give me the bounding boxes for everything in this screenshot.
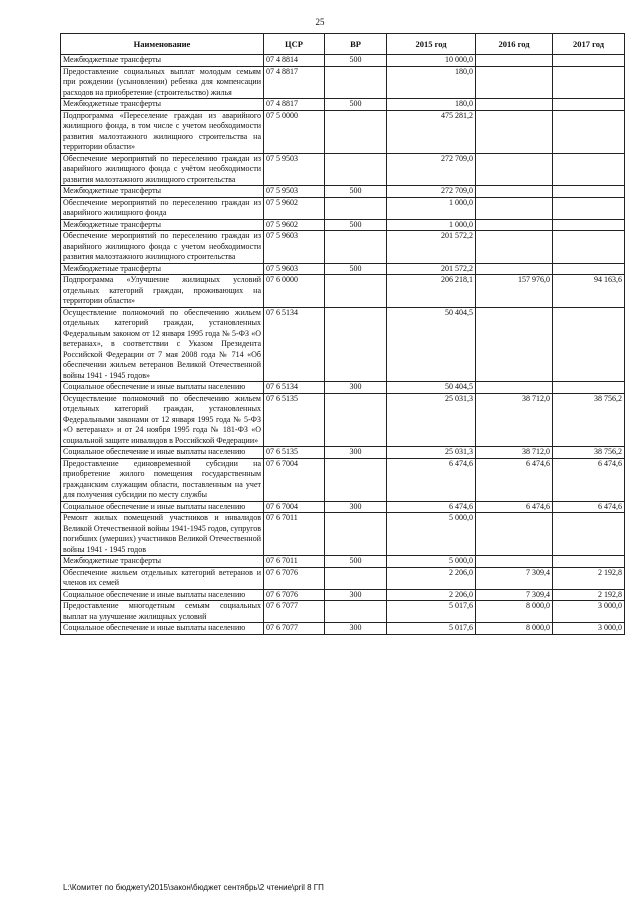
cell-y2015: 50 404,5 xyxy=(387,382,476,394)
cell-vr: 300 xyxy=(325,623,387,635)
cell-csr: 07 6 5135 xyxy=(264,393,325,447)
cell-name: Социальное обеспечение и иные выплаты населению xyxy=(61,589,264,601)
cell-y2017: 3 000,0 xyxy=(553,601,625,623)
cell-name: Межбюджетные трансферты xyxy=(61,186,264,198)
cell-vr: 500 xyxy=(325,186,387,198)
cell-vr xyxy=(325,307,387,382)
cell-vr: 500 xyxy=(325,556,387,568)
cell-name: Социальное обеспечение и иные выплаты населению xyxy=(61,623,264,635)
cell-csr: 07 5 9602 xyxy=(264,219,325,231)
cell-y2016 xyxy=(476,197,553,219)
cell-y2017 xyxy=(553,110,625,153)
cell-y2015: 6 474,6 xyxy=(387,501,476,513)
cell-y2017 xyxy=(553,197,625,219)
cell-y2016: 38 712,0 xyxy=(476,393,553,447)
cell-y2015: 10 000,0 xyxy=(387,55,476,67)
cell-name: Межбюджетные трансферты xyxy=(61,263,264,275)
table-row xyxy=(61,393,625,447)
cell-y2016: 6 474,6 xyxy=(476,501,553,513)
cell-csr: 07 6 7011 xyxy=(264,556,325,568)
cell-name: Межбюджетные трансферты xyxy=(61,99,264,111)
cell-vr xyxy=(325,393,387,447)
cell-name: Обеспечение мероприятий по переселению граждан из аварийного жилищного фонда с учетом необходимости развития малоэтажного жилищного строительства xyxy=(61,231,264,264)
cell-y2016 xyxy=(476,99,553,111)
cell-y2016: 7 309,4 xyxy=(476,589,553,601)
cell-y2017: 38 756,2 xyxy=(553,447,625,459)
cell-y2015: 180,0 xyxy=(387,66,476,99)
cell-y2017 xyxy=(553,153,625,186)
cell-vr xyxy=(325,197,387,219)
header-name: Наименование xyxy=(61,34,264,55)
cell-name: Предоставление многодетным семьям социальных выплат на улучшение жилищных условий xyxy=(61,601,264,623)
cell-y2016: 38 712,0 xyxy=(476,447,553,459)
cell-vr: 300 xyxy=(325,501,387,513)
cell-vr xyxy=(325,66,387,99)
cell-csr: 07 6 0000 xyxy=(264,275,325,308)
cell-y2016: 157 976,0 xyxy=(476,275,553,308)
cell-y2015: 2 206,0 xyxy=(387,567,476,589)
table-row xyxy=(61,567,625,589)
cell-y2015: 5 000,0 xyxy=(387,513,476,556)
cell-vr: 500 xyxy=(325,99,387,111)
table-row xyxy=(61,66,625,99)
cell-vr xyxy=(325,567,387,589)
cell-y2017: 6 474,6 xyxy=(553,501,625,513)
cell-name: Межбюджетные трансферты xyxy=(61,556,264,568)
cell-name: Ремонт жилых помещений участников и инвалидов Великой Отечественной войны 1941-1945 годов, супругов погибших (умерших) участников Великой Отечественной войны 1941 - 1945 годов xyxy=(61,513,264,556)
cell-y2016 xyxy=(476,219,553,231)
cell-y2015: 206 218,1 xyxy=(387,275,476,308)
cell-y2017: 6 474,6 xyxy=(553,458,625,501)
cell-csr: 07 6 7077 xyxy=(264,601,325,623)
cell-y2015: 1 000,0 xyxy=(387,197,476,219)
cell-y2017 xyxy=(553,66,625,99)
cell-y2016 xyxy=(476,66,553,99)
cell-y2017 xyxy=(553,263,625,275)
header-2016: 2016 год xyxy=(476,34,553,55)
cell-vr: 300 xyxy=(325,589,387,601)
cell-name: Подпрограмма «Улучшение жилищных условий отдельных категорий граждан, проживающих на территории области» xyxy=(61,275,264,308)
header-csr: ЦСР xyxy=(264,34,325,55)
cell-y2015: 1 000,0 xyxy=(387,219,476,231)
cell-y2017 xyxy=(553,307,625,382)
table-header-row xyxy=(61,34,625,55)
cell-csr: 07 5 9503 xyxy=(264,186,325,198)
table-row xyxy=(61,501,625,513)
cell-name: Предоставление единовременной субсидии на приобретение жилого помещения государственным гражданским служащим области, поставленным на учет для получения субсидии по месту службы xyxy=(61,458,264,501)
table-row xyxy=(61,110,625,153)
cell-name: Осуществление полномочий по обеспечению жильем отдельных категорий граждан, установленных Федеральными законами от 12 января 1995 года № 5-ФЗ «О ветеранах» и от 24 ноября 1995 года № 181-ФЗ «О социальной защите инвалидов в Российской Федерации» xyxy=(61,393,264,447)
cell-vr xyxy=(325,110,387,153)
table-row xyxy=(61,623,625,635)
cell-y2016 xyxy=(476,110,553,153)
cell-csr: 07 6 7004 xyxy=(264,458,325,501)
cell-name: Социальное обеспечение и иные выплаты населению xyxy=(61,447,264,459)
table-row xyxy=(61,275,625,308)
cell-csr: 07 5 9603 xyxy=(264,231,325,264)
cell-vr xyxy=(325,231,387,264)
cell-y2017: 94 163,6 xyxy=(553,275,625,308)
cell-vr xyxy=(325,458,387,501)
cell-y2016 xyxy=(476,382,553,394)
cell-y2016 xyxy=(476,231,553,264)
header-2017: 2017 год xyxy=(553,34,625,55)
cell-y2017 xyxy=(553,186,625,198)
cell-vr xyxy=(325,601,387,623)
cell-y2015: 25 031,3 xyxy=(387,393,476,447)
table-row xyxy=(61,219,625,231)
cell-csr: 07 4 8817 xyxy=(264,66,325,99)
table-row xyxy=(61,382,625,394)
cell-csr: 07 6 7011 xyxy=(264,513,325,556)
cell-y2015: 272 709,0 xyxy=(387,186,476,198)
table-row xyxy=(61,307,625,382)
header-vr: ВР xyxy=(325,34,387,55)
table-row xyxy=(61,153,625,186)
cell-y2017 xyxy=(553,219,625,231)
cell-y2016: 6 474,6 xyxy=(476,458,553,501)
cell-csr: 07 6 7004 xyxy=(264,501,325,513)
table-row xyxy=(61,186,625,198)
cell-y2017: 38 756,2 xyxy=(553,393,625,447)
cell-y2016: 8 000,0 xyxy=(476,601,553,623)
cell-y2017 xyxy=(553,382,625,394)
table-row xyxy=(61,447,625,459)
cell-vr: 500 xyxy=(325,55,387,67)
cell-y2017 xyxy=(553,513,625,556)
cell-y2017: 2 192,8 xyxy=(553,567,625,589)
cell-y2017 xyxy=(553,231,625,264)
cell-vr xyxy=(325,275,387,308)
table-row xyxy=(61,589,625,601)
cell-y2016: 8 000,0 xyxy=(476,623,553,635)
cell-name: Обеспечение жильем отдельных категорий ветеранов и членов их семей xyxy=(61,567,264,589)
header-2015: 2015 год xyxy=(387,34,476,55)
cell-y2016 xyxy=(476,263,553,275)
cell-vr: 300 xyxy=(325,382,387,394)
cell-csr: 07 5 9602 xyxy=(264,197,325,219)
table-row xyxy=(61,197,625,219)
cell-y2016 xyxy=(476,55,553,67)
cell-name: Социальное обеспечение и иные выплаты населению xyxy=(61,382,264,394)
cell-y2015: 50 404,5 xyxy=(387,307,476,382)
cell-y2016 xyxy=(476,153,553,186)
cell-y2017: 2 192,8 xyxy=(553,589,625,601)
cell-csr: 07 6 7076 xyxy=(264,589,325,601)
cell-y2015: 5 017,6 xyxy=(387,601,476,623)
cell-csr: 07 5 0000 xyxy=(264,110,325,153)
cell-y2015: 5 000,0 xyxy=(387,556,476,568)
table-row xyxy=(61,601,625,623)
cell-csr: 07 6 5134 xyxy=(264,307,325,382)
table-row xyxy=(61,231,625,264)
cell-y2015: 180,0 xyxy=(387,99,476,111)
cell-y2015: 201 572,2 xyxy=(387,231,476,264)
cell-y2017 xyxy=(553,556,625,568)
cell-csr: 07 6 7076 xyxy=(264,567,325,589)
cell-vr xyxy=(325,513,387,556)
cell-y2015: 201 572,2 xyxy=(387,263,476,275)
cell-csr: 07 4 8817 xyxy=(264,99,325,111)
cell-y2015: 6 474,6 xyxy=(387,458,476,501)
cell-y2017 xyxy=(553,55,625,67)
cell-y2016 xyxy=(476,307,553,382)
table-row xyxy=(61,55,625,67)
cell-csr: 07 5 9503 xyxy=(264,153,325,186)
cell-y2016 xyxy=(476,513,553,556)
cell-csr: 07 6 5134 xyxy=(264,382,325,394)
cell-y2015: 25 031,3 xyxy=(387,447,476,459)
cell-name: Подпрограмма «Переселение граждан из аварийного жилищного фонда, в том числе с учетом необходимости развития малоэтажного жилищного строительства на территории области» xyxy=(61,110,264,153)
cell-csr: 07 6 5135 xyxy=(264,447,325,459)
cell-y2017 xyxy=(553,99,625,111)
cell-name: Осуществление полномочий по обеспечению жильем отдельных категорий граждан, установленных Федеральным законом от 12 января 1995 года № 5-ФЗ «О ветеранах», в соответствии с Указом Президента Российской Федерации от 7 мая 2008 года № 714 «Об обеспечении жильем ветеранов Великой Отечественной войны 1941 - 1945 годов» xyxy=(61,307,264,382)
table-row xyxy=(61,458,625,501)
cell-name: Обеспечение мероприятий по переселению граждан из аварийного жилищного фонда с учётом необходимости развития малоэтажного жилищного строительства xyxy=(61,153,264,186)
cell-y2015: 272 709,0 xyxy=(387,153,476,186)
footer-file-path: L:\Комитет по бюджету\2015\закон\бюджет сентябрь\2 чтение\pril 8 ГП xyxy=(63,883,324,892)
table-row xyxy=(61,99,625,111)
cell-name: Предоставление социальных выплат молодым семьям при рождении (усыновлении) ребенка для компенсации расходов на приобретение (строительство) жилья xyxy=(61,66,264,99)
table-row xyxy=(61,263,625,275)
cell-y2016: 7 309,4 xyxy=(476,567,553,589)
cell-name: Обеспечение мероприятий по переселению граждан из аварийного жилищного фонда xyxy=(61,197,264,219)
cell-name: Межбюджетные трансферты xyxy=(61,55,264,67)
cell-y2015: 5 017,6 xyxy=(387,623,476,635)
cell-y2016 xyxy=(476,556,553,568)
cell-csr: 07 6 7077 xyxy=(264,623,325,635)
cell-name: Межбюджетные трансферты xyxy=(61,219,264,231)
table-row xyxy=(61,556,625,568)
cell-y2016 xyxy=(476,186,553,198)
cell-csr: 07 5 9603 xyxy=(264,263,325,275)
cell-y2017: 3 000,0 xyxy=(553,623,625,635)
cell-vr xyxy=(325,153,387,186)
cell-vr: 500 xyxy=(325,263,387,275)
table-row xyxy=(61,513,625,556)
cell-y2015: 2 206,0 xyxy=(387,589,476,601)
cell-vr: 300 xyxy=(325,447,387,459)
cell-csr: 07 4 8814 xyxy=(264,55,325,67)
budget-table xyxy=(60,33,625,635)
page-number: 25 xyxy=(315,17,325,27)
cell-y2015: 475 281,2 xyxy=(387,110,476,153)
cell-name: Социальное обеспечение и иные выплаты населению xyxy=(61,501,264,513)
cell-vr: 500 xyxy=(325,219,387,231)
